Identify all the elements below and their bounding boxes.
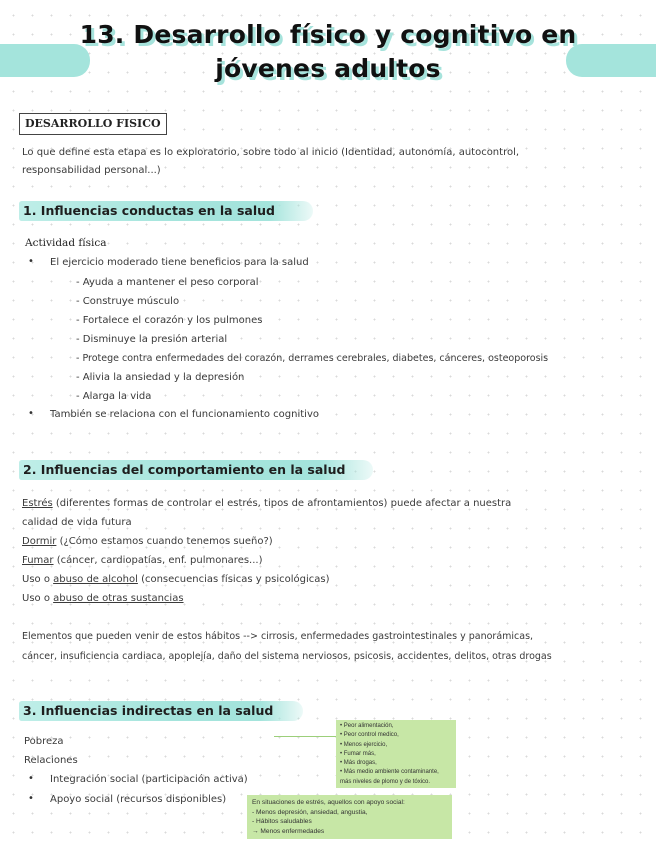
apoyo-bullet: Apoyo social (recursos disponibles) bbox=[50, 794, 227, 805]
note-item: • Peor alimentación, bbox=[340, 723, 394, 729]
bullet-marker: • bbox=[28, 256, 34, 267]
estres-line bbox=[22, 497, 511, 511]
dormir-line bbox=[22, 535, 273, 549]
alcohol-prefix: Uso o bbox=[22, 574, 54, 585]
section-3-heading: 3. Influencias indirectas en la salud bbox=[19, 701, 303, 721]
alcohol-term: abuso de alcohol bbox=[53, 574, 138, 585]
social-support-note bbox=[247, 795, 452, 839]
poverty-effects-note bbox=[336, 720, 456, 788]
bullet-marker: • bbox=[28, 773, 34, 784]
estres-line-2: calidad de vida futura bbox=[22, 517, 132, 528]
dormir-term: Dormir bbox=[22, 536, 57, 547]
note-item: • Más medio ambiente contaminante, bbox=[340, 769, 439, 776]
benefit-item: - Alarga la vida bbox=[76, 391, 152, 402]
section-1-heading: 1. Influencias conductas en la salud bbox=[19, 201, 313, 221]
bullet-marker: • bbox=[28, 793, 34, 804]
fumar-term: Fumar bbox=[22, 555, 54, 566]
alcohol-text: (consecuencias físicas y psicológicas) bbox=[137, 574, 330, 585]
intro-line-1: Lo que define esta etapa es lo exploratorio, sobre todo al inicio (Identidad, autonomía, autocontrol, bbox=[22, 147, 520, 158]
alcohol-line bbox=[22, 573, 330, 587]
note-item: • Fumar más, bbox=[340, 750, 376, 757]
intro-line-2: responsabilidad personal...) bbox=[22, 165, 161, 176]
benefit-item: - Fortalece el corazón y los pulmones bbox=[76, 315, 263, 326]
section-heading-box: DESARROLLO FISICO bbox=[19, 113, 167, 135]
note-item: - Menos depresión, ansiedad, angustia, bbox=[252, 808, 368, 816]
drugs-term: abuso de otras sustancias bbox=[53, 593, 184, 604]
benefit-item: - Construye músculo bbox=[76, 296, 180, 307]
note-item: más niveles de plomo y de tóxico. bbox=[340, 778, 431, 785]
relaciones-label: Relaciones bbox=[24, 755, 78, 766]
fumar-text: (cáncer, cardiopatías, enf. pulmonares...) bbox=[53, 555, 263, 566]
fumar-line bbox=[22, 554, 263, 568]
pobreza-label: Pobreza bbox=[24, 736, 64, 747]
bullet-marker: • bbox=[28, 408, 34, 419]
estres-text: (diferentes formas de controlar el estrés, tipos de afrontamientos) puede afectar a nuestra bbox=[52, 498, 512, 509]
cognitive-bullet: También se relaciona con el funcionamiento cognitivo bbox=[50, 409, 319, 420]
elements-line-1: Elementos que pueden venir de estos hábitos --> cirrosis, enfermedades gastrointestinales y panorámicas, bbox=[22, 631, 534, 642]
note-item: • Peor control medico, bbox=[340, 732, 399, 739]
drugs-line bbox=[22, 592, 184, 606]
subheading-actividad-fisica: Actividad física bbox=[25, 237, 107, 249]
benefit-item: - Disminuye la presión arterial bbox=[76, 334, 228, 345]
benefit-item: - Protege contra enfermedades del corazón, derrames cerebrales, diabetes, cánceres, osteoporosis bbox=[76, 353, 549, 364]
integracion-bullet: Integración social (participación activa) bbox=[50, 774, 248, 785]
note-item: En situaciones de estrés, aquellos con apoyo social: bbox=[252, 799, 405, 806]
elements-line-2: cáncer, insuficiencia cardiaca, apoplejía, daño del sistema nerviosos, psicosis, accidentes, delitos, otras drogas bbox=[22, 651, 552, 662]
benefit-item: - Alivia la ansiedad y la depresión bbox=[76, 372, 245, 383]
exercise-bullet: El ejercicio moderado tiene beneficios para la salud bbox=[50, 257, 309, 268]
dormir-text: (¿Cómo estamos cuando tenemos sueño?) bbox=[56, 536, 273, 547]
note-item: → Menos enfermedades bbox=[252, 827, 325, 835]
note-item: - Hábitos saludables bbox=[252, 818, 312, 826]
note-item: • Menos ejercicio, bbox=[340, 741, 388, 748]
page-title-line2: jóvenes adultos bbox=[215, 54, 441, 83]
estres-term: Estrés bbox=[22, 498, 53, 509]
benefit-item: - Ayuda a mantener el peso corporal bbox=[76, 277, 259, 288]
section-2-heading: 2. Influencias del comportamiento en la salud bbox=[19, 460, 373, 480]
note-item: • Más drogas, bbox=[340, 760, 377, 767]
drugs-prefix: Uso o bbox=[22, 593, 54, 604]
page-title-line1: 13. Desarrollo físico y cognitivo en bbox=[79, 20, 577, 49]
note-connector-line bbox=[274, 736, 336, 737]
